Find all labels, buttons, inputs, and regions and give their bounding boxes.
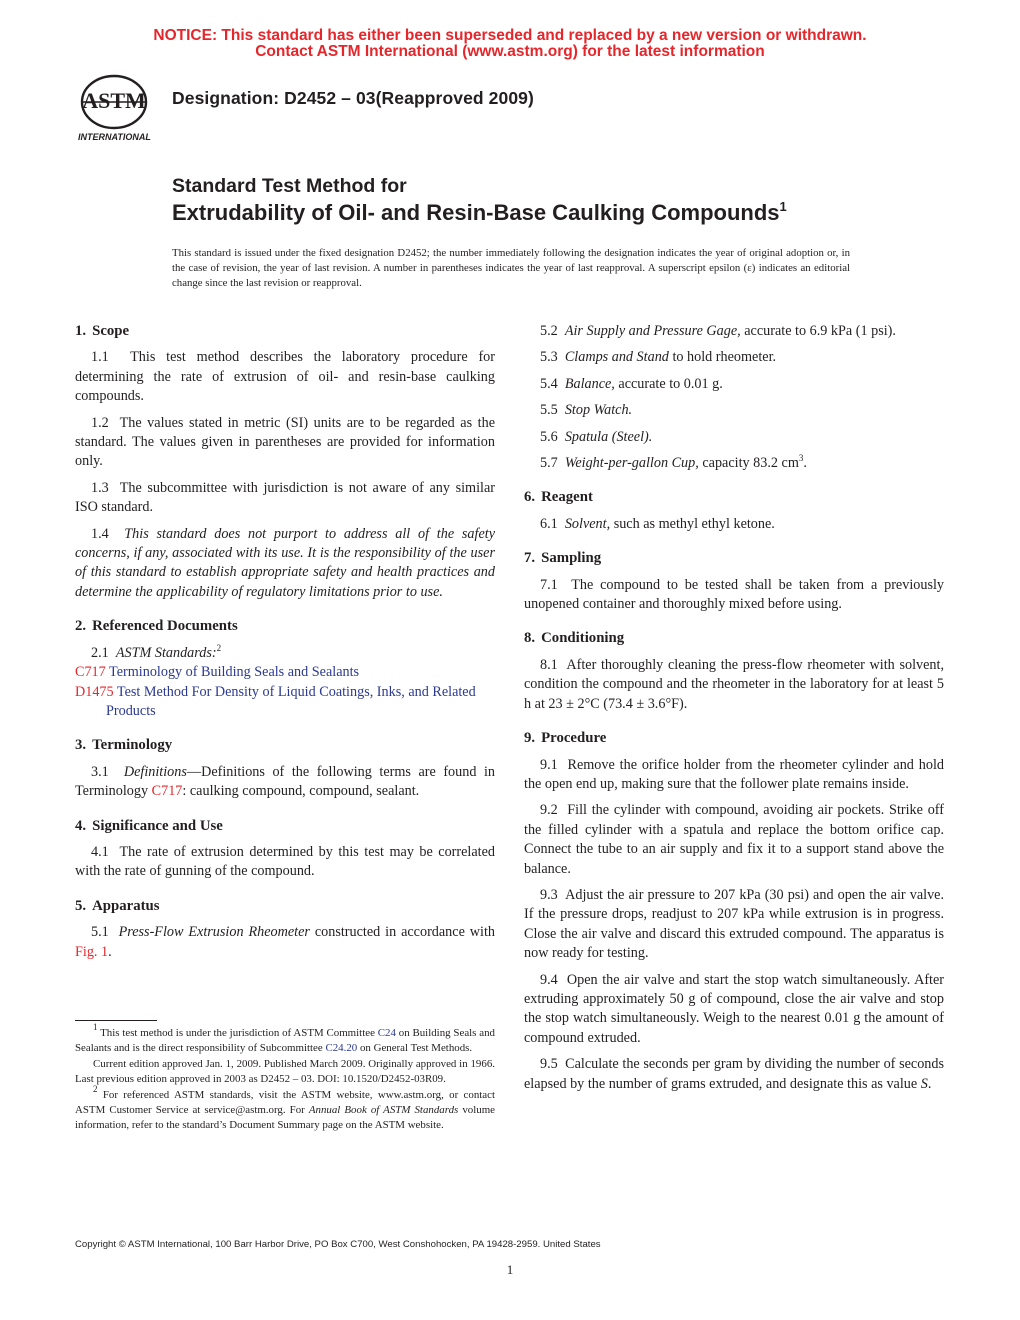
notice-line-1: NOTICE: This standard has either been superseded and replaced by a new version or withdrawn. [153, 27, 867, 44]
paragraph: 6.1 Solvent, such as methyl ethyl ketone. [540, 515, 775, 532]
paragraph: 1.2 The values stated in metric (SI) units are to be regarded as the standard. The values given in parentheses are provided for information only. [75, 414, 495, 470]
section-heading: 5. Apparatus [75, 897, 160, 914]
section-procedure [524, 729, 944, 1094]
committee-link[interactable]: C24 [377, 1027, 396, 1039]
title-text: Extrudability of Oil- and Resin-Base Caulking Compounds [172, 200, 780, 225]
paragraph: 5.3 Clamps and Stand to hold rheometer. [540, 349, 777, 366]
paragraph: 9.4 Open the air valve and start the stop watch simultaneously. After extruding approximately 50 g of compound, close the air valve and stop the stop watch simultaneously. Weigh to the nearest 0.01 g the amount of compound extruded. [524, 971, 945, 1046]
right-column [524, 322, 944, 1109]
section-heading: 4. Significance and Use [75, 817, 223, 834]
paragraph: 3.1 Definitions—Definitions of the following terms are found in Terminology C717: caulking compound, compound, sealant. [75, 763, 496, 800]
paragraph: 1.3 The subcommittee with jurisdiction is not aware of any similar ISO standard. [75, 479, 495, 516]
section-heading: 6. Reagent [524, 489, 593, 506]
title-footnote-ref: 1 [779, 199, 787, 214]
footnote-2: $^2$ For referenced ASTM standards, visit the ASTM website, www.astm.org, or contact ASTM Customer Service at service@astm.org. For Annual Book of ASTM Standards volume information, refer to the standard’s Document Summary page on the ASTM website. [75, 1084, 495, 1131]
section-heading: 1. Scope [75, 323, 130, 339]
title-line-1: Standard Test Method for [172, 175, 407, 197]
section-significance [75, 817, 495, 882]
footnote-rule [75, 1020, 157, 1021]
paragraph: 7.1 The compound to be tested shall be taken from a previously unopened container and thoroughly mixed before using. [524, 576, 945, 613]
paragraph: 1.1 This test method describes the laboratory procedure for determining the rate of extrusion of oil- and resin-base caulking compounds. [75, 349, 495, 405]
section-apparatus-continued [524, 322, 944, 473]
paragraph: 9.2 Fill the cylinder with compound, avoiding air pockets. Strike off the filled cylinder with a spatula and replace the bottom orifice cap. Connect the tube to an air supply and fix it to a support stand above the balance. [524, 802, 945, 877]
section-sampling [524, 549, 944, 614]
title-line-2 [172, 199, 787, 226]
section-heading: 3. Terminology [75, 737, 173, 754]
section-heading: 9. Procedure [524, 730, 607, 747]
copyright: Copyright © ASTM International, 100 Barr Harbor Drive, PO Box C700, West Conshohocken, PA 19428-2959. United States [75, 1239, 601, 1250]
paragraph: 9.5 Calculate the seconds per gram by dividing the number of seconds elapsed by the number of grams extruded, and designate this as value S. [524, 1056, 945, 1092]
page-number: 1 [506, 1262, 514, 1277]
logo-mark-text: ASTM [82, 88, 146, 113]
paragraph: 5.6 Spatula (Steel). [540, 428, 653, 445]
subcommittee-link[interactable]: C24.20 [325, 1042, 358, 1054]
reference-c717 [75, 663, 495, 682]
paragraph: 5.2 Air Supply and Pressure Gage, accurate to 6.9 kPa (1 psi). [540, 323, 896, 339]
section-referenced-documents [75, 617, 495, 721]
logo-text: INTERNATIONAL [78, 132, 151, 142]
paragraph: 5.7 Weight-per-gallon Cup, capacity 83.2 cm$^3$. [540, 453, 807, 472]
notice-line-2: Contact ASTM International (www.astm.org) for the latest information [255, 43, 765, 60]
section-heading: 2. Referenced Documents [75, 618, 238, 635]
paragraph: 8.1 After thoroughly cleaning the press-flow rheometer with solvent, condition the compound and the rheometer in the laboratory for at least 5 h at 23 ± 2°C (73.4 ± 3.6°F). [524, 656, 945, 712]
paragraph: 5.1 Press-Flow Extrusion Rheometer constructed in accordance with Fig. 1. [75, 924, 496, 960]
paragraph: 4.1 The rate of extrusion determined by this test may be correlated with the rate of gunning of the compound. [75, 843, 495, 880]
left-column [75, 322, 495, 977]
reference-code-link[interactable]: D1475 [75, 683, 114, 700]
footnote-1-edition: Current edition approved Jan. 1, 2009. Published March 2009. Originally approved in 1966. Last previous edition approved in 2003 as D2452 – 03. DOI: 10.1520/D2452-03R09. [75, 1058, 495, 1085]
paragraph: 9.1 Remove the orifice holder from the rheometer cylinder and hold the open end up, making sure that the follower plate remains inside. [524, 756, 944, 792]
terminology-link[interactable]: C717 [151, 783, 183, 800]
section-heading: 8. Conditioning [524, 630, 625, 647]
paragraph: 5.4 Balance, accurate to 0.01 g. [540, 375, 723, 392]
figure-link[interactable]: Fig. 1 [75, 943, 109, 960]
designation: Designation: D2452 – 03(Reapproved 2009) [172, 88, 534, 108]
reference-d1475 [75, 683, 495, 722]
section-scope [75, 322, 495, 602]
paragraph: 5.5 Stop Watch. [540, 402, 633, 419]
reference-code-link[interactable]: C717 [75, 664, 106, 681]
astm-logo [72, 70, 162, 145]
paragraph: 2.1 ASTM Standards:$^2$ [91, 642, 222, 661]
paragraph: 9.3 Adjust the air pressure to 207 kPa (30 psi) and open the air valve. If the pressure drops, readjust to 207 kPa while extrusion is in progress. Close the air valve and discard this extruded compound. The apparatus is now ready for testing. [524, 886, 945, 962]
section-terminology [75, 736, 495, 801]
footnote-1: $^1$ This test method is under the jurisdiction of ASTM Committee C24 on Building Seals and Sealants and is the direct responsibility of Subcommittee C24.20 on General Test Methods. [75, 1022, 495, 1054]
section-apparatus [75, 897, 495, 962]
section-heading: 7. Sampling [524, 550, 602, 567]
section-reagent [524, 488, 944, 534]
intro-paragraph: This standard is issued under the fixed designation D2452; the number immediately following the designation indicates the year of original adoption or, in the case of revision, the year of last revision. A number in parentheses indicates the year of last reapproval. A superscript epsilon (ε) indicates an editorial change since the last revision or reapproval. [172, 247, 850, 289]
reference-title-link[interactable]: Terminology of Building Seals and Sealants [109, 664, 360, 681]
reference-title-link[interactable]: Test Method For Density of Liquid Coatings, Inks, and Related Products [106, 683, 476, 719]
paragraph: 1.4 This standard does not purport to address all of the safety concerns, if any, associated with its use. It is the responsibility of the user of this standard to establish appropriate safety and health practices and determine the applicability of regulatory limitations prior to use. [75, 525, 495, 600]
section-conditioning [524, 629, 944, 714]
footnotes [75, 1020, 495, 1134]
